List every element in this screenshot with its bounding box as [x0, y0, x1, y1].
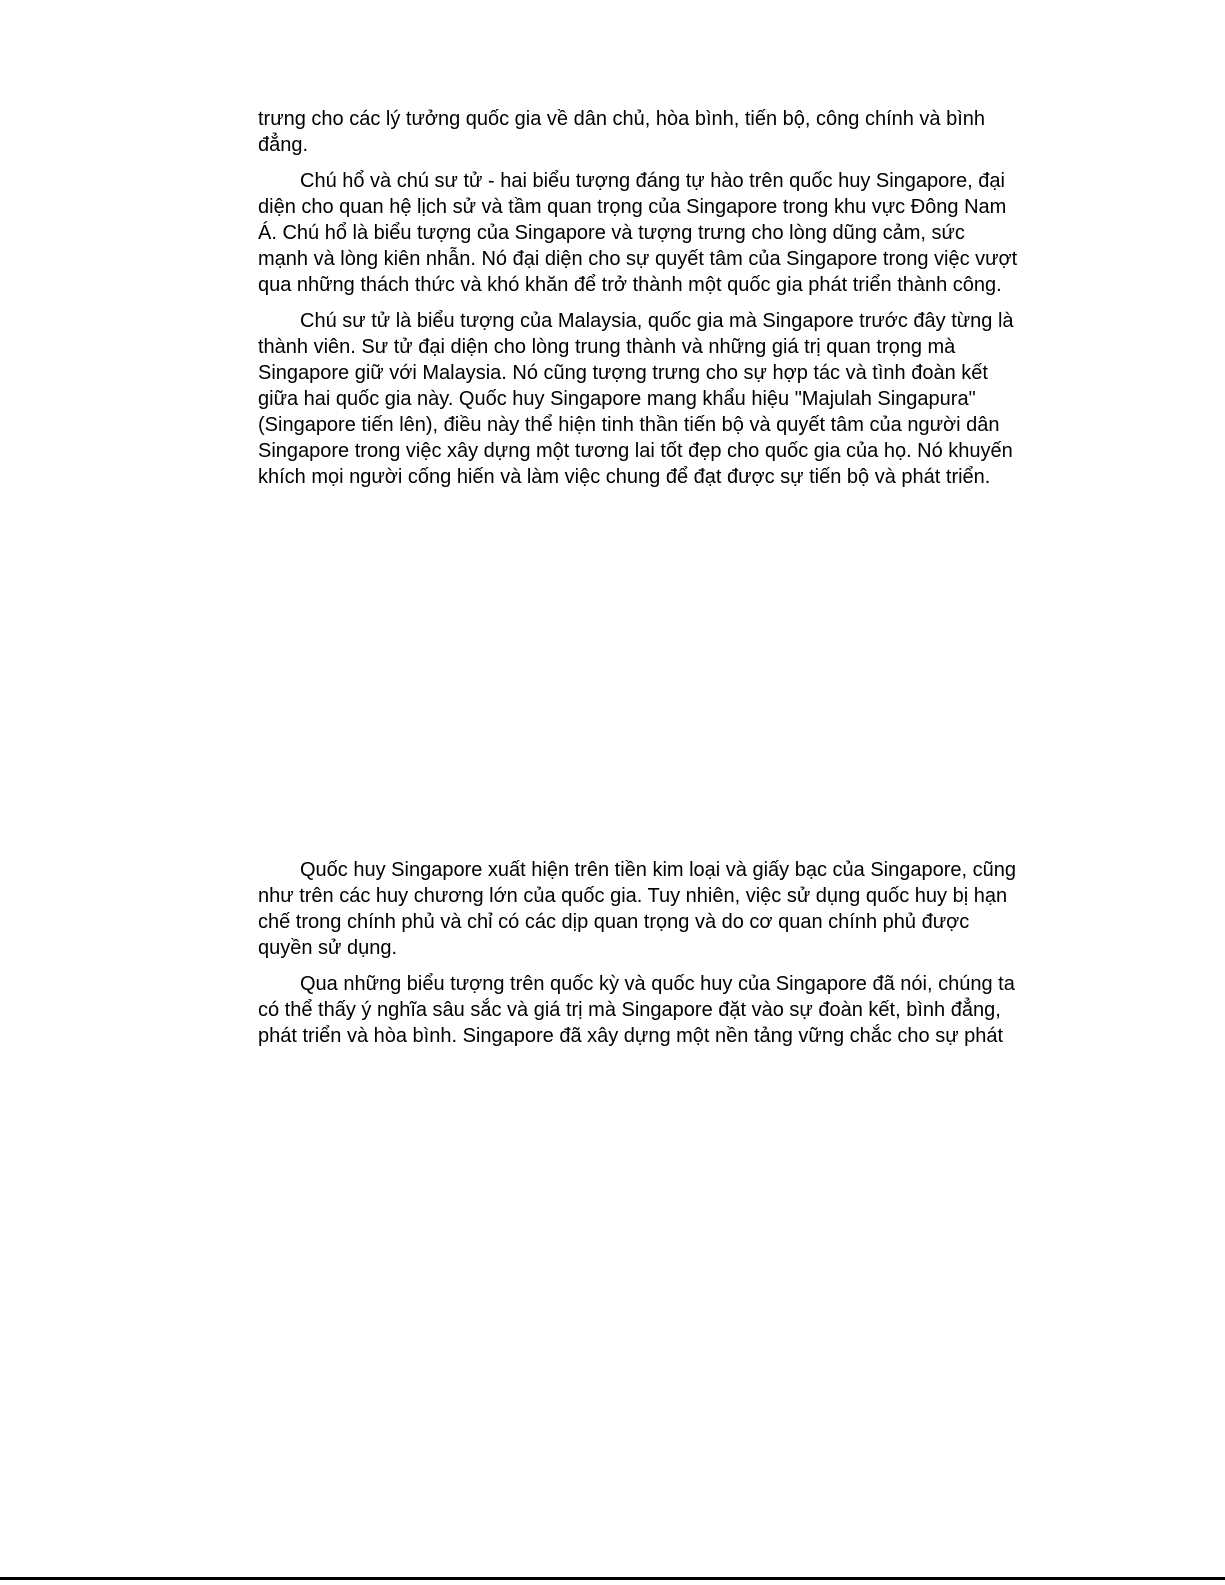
paragraph-conclusion: Qua những biểu tượng trên quốc kỳ và quốc huy của Singapore đã nói, chúng ta có thể thấy ý nghĩa sâu sắc và giá trị mà Singapore đặt vào sự đoàn kết, bình đẳng, phát triển và hòa bình. Singapore đã xây dựng một nền tảng vững chắc cho sự phát	[258, 973, 1015, 1047]
paragraph-lion-malaysia: Chú sư tử là biểu tượng của Malaysia, quốc gia mà Singapore trước đây từng là thành viên. Sư tử đại diện cho lòng trung thành và những giá trị quan trọng mà Singapore giữ với Malaysia. Nó cũng tượng trưng cho sự hợp tác và tình đoàn kết giữa hai quốc gia này. Quốc huy Singapore mang khẩu hiệu "Majulah Singapura" (Singapore tiến lên), điều này thể hiện tinh thần tiến bộ và quyết tâm của người dân Singapore trong việc xây dựng một tương lai tốt đẹp cho quốc gia của họ. Nó khuyến khích mọi người cống hiến và làm việc chung để đạt được sự tiến bộ và phát triển.	[258, 310, 1014, 488]
paragraph-tiger-lion: Chú hổ và chú sư tử - hai biểu tượng đáng tự hào trên quốc huy Singapore, đại diện cho quan hệ lịch sử và tầm quan trọng của Singapore trong khu vực Đông Nam Á. Chú hổ là biểu tượng của Singapore và tượng trưng cho lòng dũng cảm, sức mạnh và lòng kiên nhẫn. Nó đại diện cho sự quyết tâm của Singapore trong việc vượt qua những thách thức và khó khăn để trở thành một quốc gia phát triển thành công.	[258, 170, 1018, 296]
paragraph-continuation: trưng cho các lý tưởng quốc gia về dân chủ, hòa bình, tiến bộ, công chính và bình đẳng.	[258, 108, 986, 156]
text-block-top	[258, 106, 1018, 500]
paragraph-coat-of-arms-usage: Quốc huy Singapore xuất hiện trên tiền kim loại và giấy bạc của Singapore, cũng như trên các huy chương lớn của quốc gia. Tuy nhiên, việc sử dụng quốc huy bị hạn chế trong chính phủ và chỉ có các dịp quan trọng và do cơ quan chính phủ được quyền sử dụng.	[258, 859, 1016, 959]
page-bottom-border	[0, 1577, 1225, 1580]
text-block-bottom	[258, 857, 1018, 1059]
